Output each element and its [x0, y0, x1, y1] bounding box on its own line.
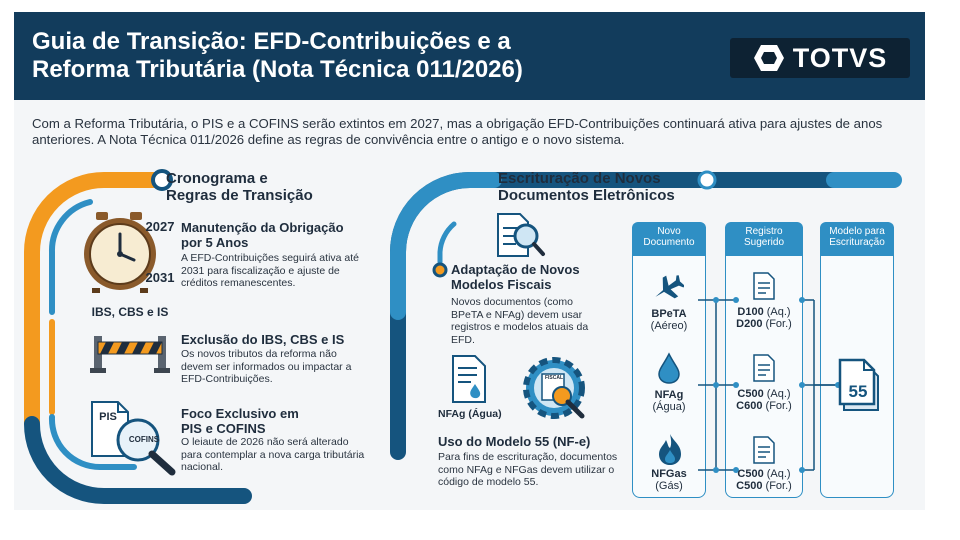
- item-obligation-text: A EFD-Contribuições seguirá ativa até 2031 para fiscalização e ajuste de créditos remanescentes.: [181, 252, 360, 289]
- pis-icon-label: PIS: [99, 411, 117, 423]
- register-code: C500: [736, 480, 763, 492]
- register-document-icon: [753, 354, 775, 382]
- item-obligation-title-line-1: Manutenção da Obrigação: [181, 220, 344, 235]
- register-row-1: [727, 306, 801, 330]
- register-row-1-line-2: [727, 318, 801, 330]
- right-title-line-2: Documentos Eletrônicos: [498, 187, 675, 204]
- register-note: (Aq.): [766, 388, 791, 400]
- register-document-icon: [753, 436, 775, 464]
- barrier-label: IBS, CBS e IS: [91, 305, 169, 319]
- model-number: 55: [848, 382, 868, 401]
- water-document-icon: [451, 354, 487, 404]
- register-code: C600: [736, 400, 763, 412]
- column-header-suggested-register: Registro Sugerido: [725, 222, 803, 256]
- nfag-label: NFAg (Água): [438, 408, 502, 420]
- doc-nfgas: [634, 468, 704, 492]
- register-code: C500: [737, 468, 764, 480]
- register-row-2-line-1: [727, 388, 801, 400]
- gas-flame-icon: [656, 432, 684, 466]
- model55-text: Para fins de escrituração, documentos como NFAg e NFGas devem utilizar o código de modelo 55.: [438, 451, 618, 488]
- register-document-icon: [753, 272, 775, 300]
- year-start: 2027: [145, 219, 175, 234]
- document-search-icon: [492, 210, 546, 260]
- year-end: 2031: [145, 270, 175, 285]
- register-code: D100: [737, 306, 764, 318]
- doc-nfag: [634, 389, 704, 413]
- doc-nfag-sub: (Água): [652, 401, 686, 413]
- item-focus-title-line-2: PIS e COFINS: [181, 421, 266, 436]
- gear-document-icon: [518, 352, 594, 428]
- header-banner: [14, 12, 925, 100]
- doc-bpeta: [634, 308, 704, 332]
- doc-bpeta-name: BPeTA: [651, 308, 687, 320]
- barrier-icon: [88, 334, 172, 374]
- register-code: D200: [736, 318, 763, 330]
- item-focus-text: O leiaute de 2026 não será alterado para contemplar a nova carga tributária nacional.: [181, 436, 365, 473]
- doc-nfag-name: NFAg: [654, 389, 684, 401]
- register-note: (For.): [765, 400, 792, 412]
- item-focus-title: [181, 406, 381, 436]
- register-row-2: [727, 388, 801, 412]
- left-title-line-2: Regras de Transição: [166, 187, 313, 204]
- model55-title: Uso do Modelo 55 (NF-e): [438, 434, 591, 449]
- register-note: (Aq.): [766, 306, 791, 318]
- register-note: (Aq.): [766, 468, 791, 480]
- adapt-title-line-2: Modelos Fiscais: [451, 277, 552, 292]
- right-panel-title: [498, 170, 718, 204]
- register-code: C500: [737, 388, 764, 400]
- title-line-1: Guia de Transição: EFD-Contribuições e a: [32, 28, 511, 55]
- register-row-3: [727, 468, 801, 492]
- column-header-new-document: Novo Documento: [632, 222, 706, 256]
- hexagon-logo-icon: [753, 44, 785, 72]
- doc-bpeta-sub: (Aéreo): [650, 320, 688, 332]
- item-obligation-title-line-2: por 5 Anos: [181, 235, 249, 250]
- register-row-2-line-2: [727, 400, 801, 412]
- item-obligation-title: [181, 220, 381, 250]
- left-title-line-1: Cronograma e: [166, 170, 268, 187]
- right-title-line-1: Escrituração de Novos: [498, 170, 661, 187]
- register-row-3-line-2: [727, 480, 801, 492]
- water-drop-icon: [656, 352, 682, 384]
- register-row-3-line-1: [727, 468, 801, 480]
- doc-nfgas-sub: (Gás): [655, 480, 683, 492]
- intro-paragraph: Com a Reforma Tributária, o PIS e a COFINS serão extintos em 2027, mas a obrigação EFD-Contribuições continuará ativa para ajustes de anos anteriores. A Nota Técnica 011/2026 define as regras de convivência entre o antigo e o novo sistema.: [32, 116, 883, 147]
- logo-text: TOTVS: [792, 42, 888, 73]
- airplane-icon: [650, 274, 684, 304]
- totvs-logo: [730, 38, 910, 78]
- adapt-text: Novos documentos (como BPeTA e NFAg) devem usar registros e modelos atuais da EFD.: [451, 296, 589, 346]
- adapt-title: [451, 262, 611, 292]
- register-note: (For.): [765, 318, 792, 330]
- column-header-model: Modelo para Escrituração: [820, 222, 894, 256]
- register-note: (For.): [765, 480, 792, 492]
- fiscal-label: FISCAL: [544, 375, 564, 381]
- infographic: [14, 12, 925, 510]
- item-exclusion-title: Exclusão do IBS, CBS e IS: [181, 332, 345, 347]
- register-row-1-line-1: [727, 306, 801, 318]
- cofins-icon-label: COFINS: [128, 435, 160, 444]
- item-exclusion-text: Os novos tributos da reforma não devem ser informados ou impactar a EFD-Contribuições.: [181, 348, 352, 385]
- title-line-2: Reforma Tributária (Nota Técnica 011/2026): [32, 56, 523, 83]
- page-title: [32, 28, 672, 84]
- adapt-title-line-1: Adaptação de Novos: [451, 262, 580, 277]
- doc-nfgas-name: NFGas: [651, 468, 687, 480]
- item-focus-title-line-1: Foco Exclusivo em: [181, 406, 299, 421]
- left-panel-title: [166, 170, 366, 204]
